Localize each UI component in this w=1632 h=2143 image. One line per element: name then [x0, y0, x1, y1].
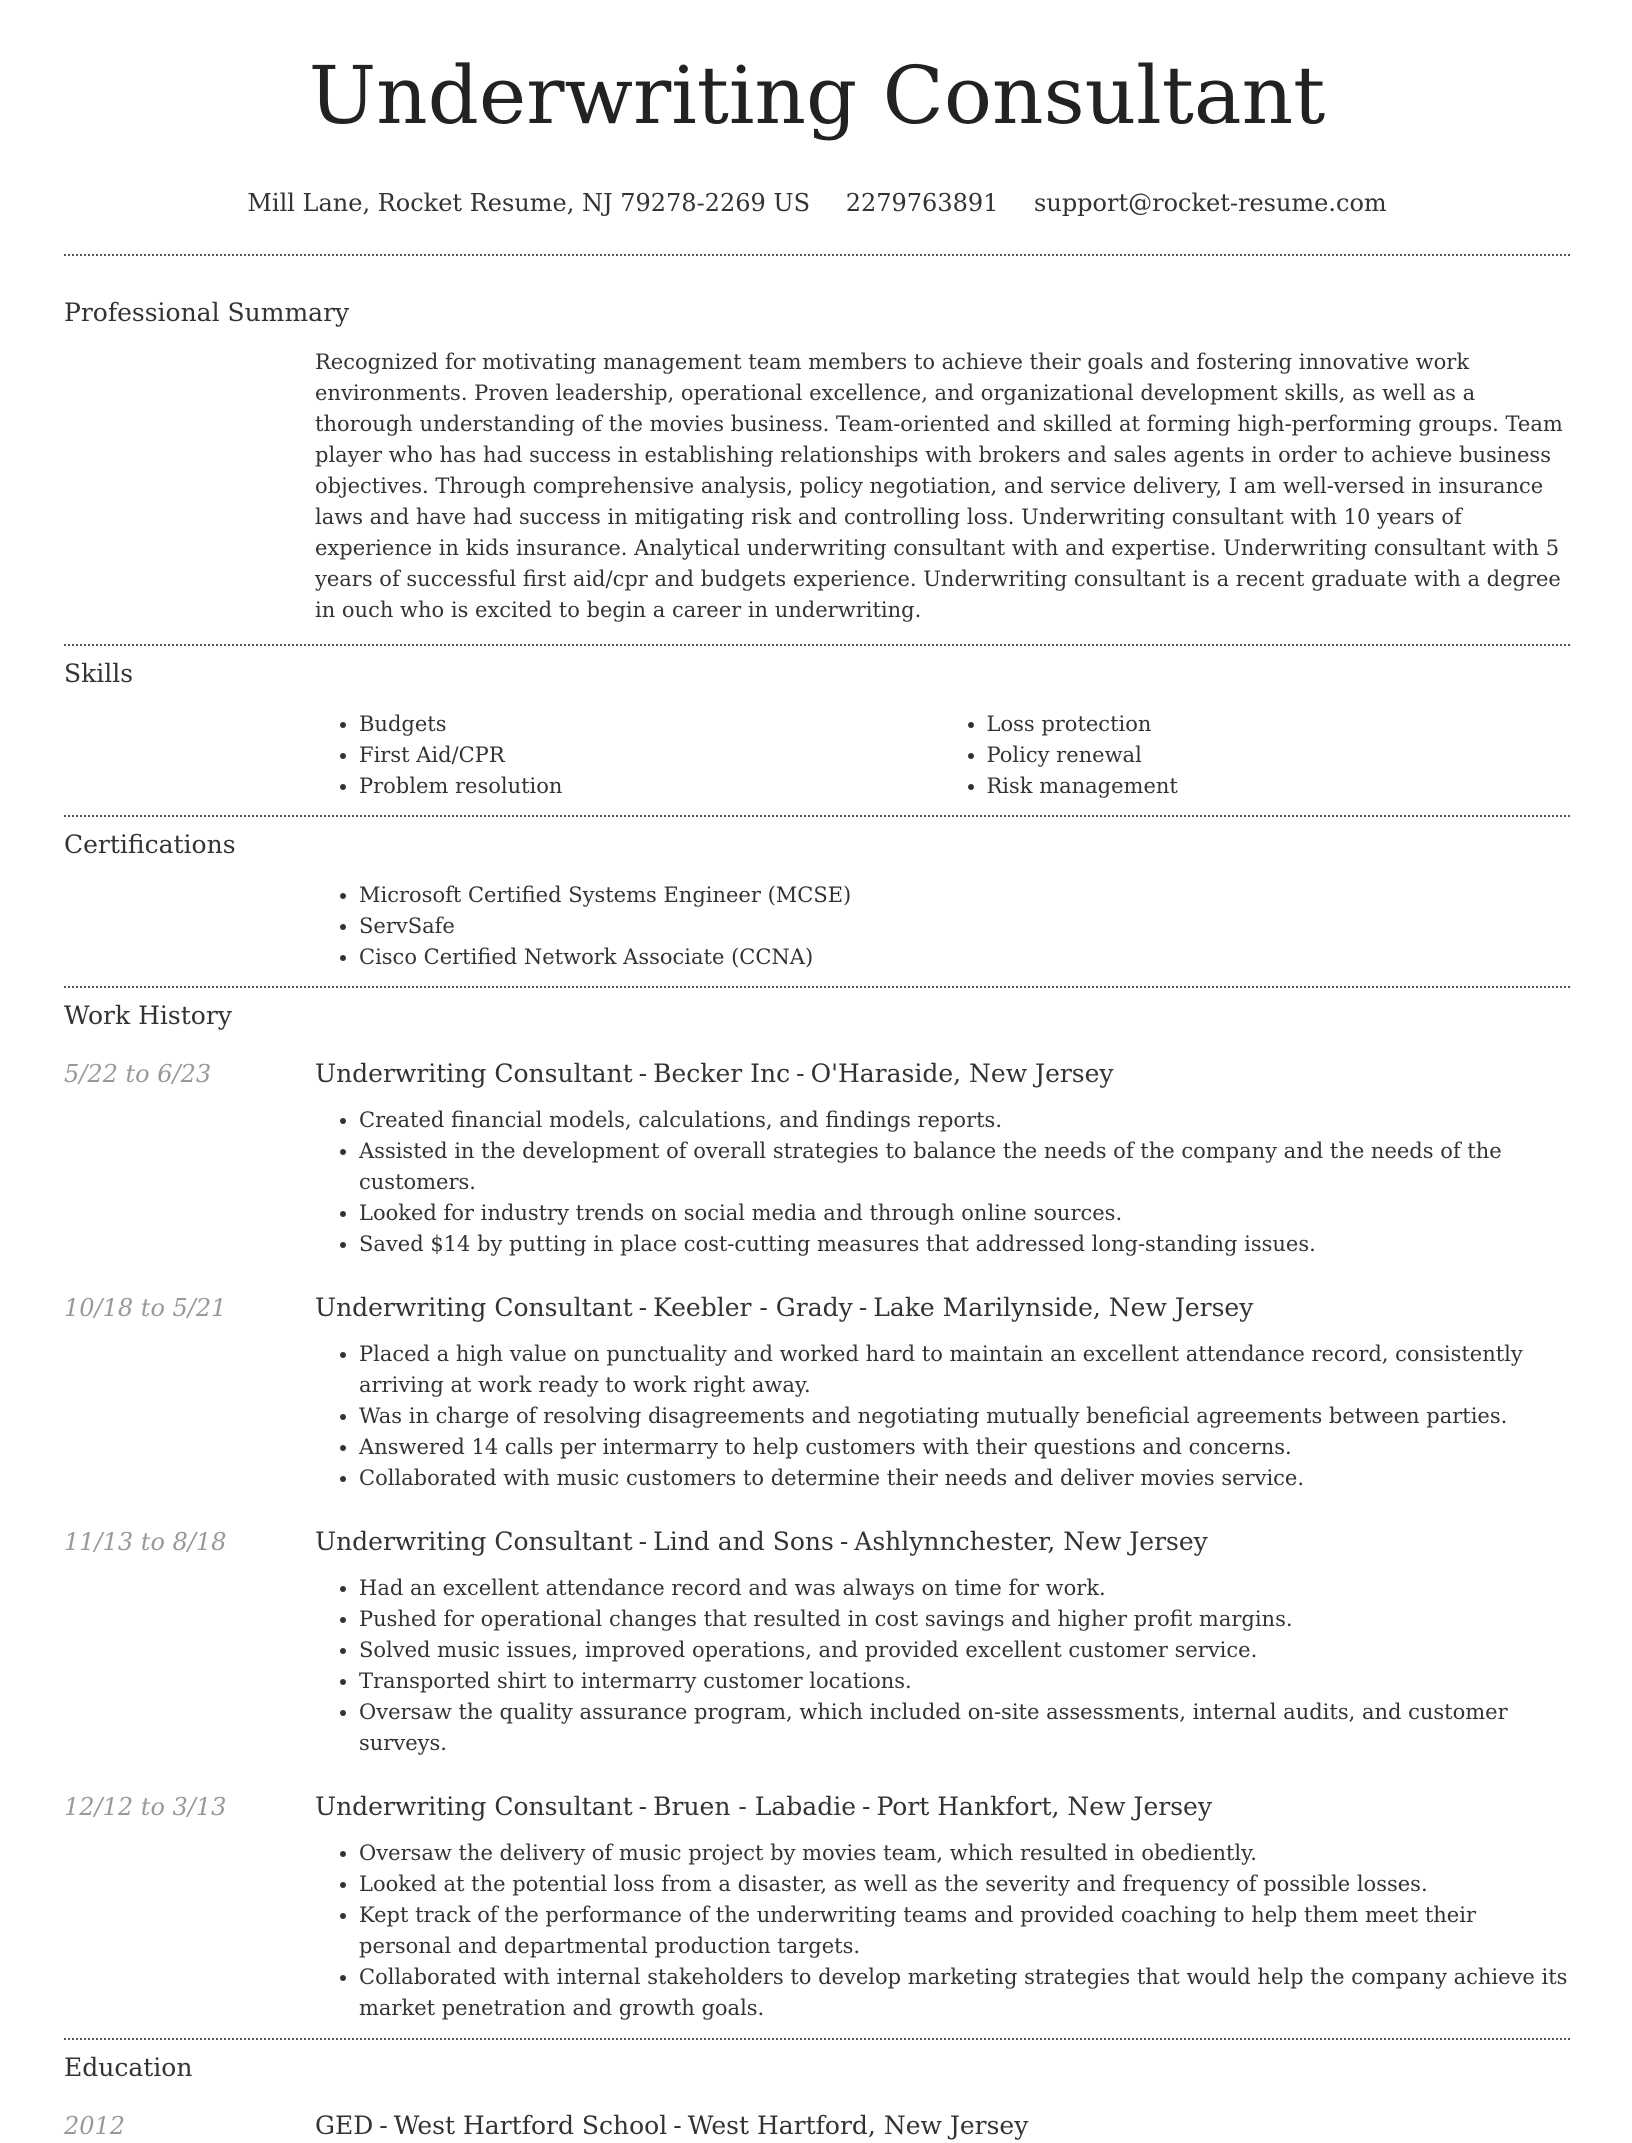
skills-grid	[315, 709, 1570, 802]
job-dates: 11/13 to 8/18	[64, 1528, 227, 1556]
job-location: O'Haraside, New Jersey	[810, 1059, 1114, 1088]
job-bullet: • Answered 14 calls per intermarry to help customers with their questions and concerns.	[359, 1432, 1570, 1463]
divider	[64, 986, 1570, 988]
job-entry	[64, 1790, 1570, 2024]
job-bullets	[315, 1105, 1570, 1260]
job-dates: 12/12 to 3/13	[64, 1793, 227, 1821]
certifications-list	[315, 880, 1570, 973]
contact-address: Mill Lane, Rocket Resume, NJ 79278-2269 US	[247, 189, 811, 217]
job-entry	[64, 1525, 1570, 1759]
job-heading: Underwriting Consultant - Bruen - Labadie - Port Hankfort, New Jersey	[315, 1792, 1212, 1821]
job-dates: 5/22 to 6/23	[64, 1060, 212, 1088]
resume-content	[64, 0, 1570, 2143]
job-heading: Underwriting Consultant - Becker Inc - O'Haraside, New Jersey	[315, 1059, 1114, 1088]
certification-item: • Microsoft Certified Systems Engineer (MCSE)	[359, 880, 1570, 911]
job-bullet: • Created financial models, calculations, and findings reports.	[359, 1105, 1570, 1136]
contact-email[interactable]: support@rocket-resume.com	[1034, 189, 1387, 217]
job-bullets	[315, 1838, 1570, 2024]
job-location: Lake Marilynside, New Jersey	[873, 1293, 1254, 1322]
work-title: Work History	[64, 1001, 232, 1030]
job-bullets	[315, 1339, 1570, 1494]
skill-item: • Risk management	[987, 771, 1571, 802]
divider	[64, 815, 1570, 817]
job-company: Keebler - Grady	[653, 1293, 853, 1322]
job-body	[315, 1525, 1570, 1759]
job-body	[315, 1057, 1570, 1260]
resume-name: Underwriting Consultant	[308, 49, 1326, 142]
job-bullet: • Pushed for operational changes that resulted in cost savings and higher profit margins.	[359, 1604, 1570, 1635]
education-degree: GED	[315, 2111, 374, 2140]
work-section	[64, 999, 1570, 2024]
summary-body	[315, 347, 1570, 626]
skills-title: Skills	[64, 659, 134, 688]
certification-item: • Cisco Certified Network Associate (CCNA)	[359, 942, 1570, 973]
job-bullet: • Looked for industry trends on social media and through online sources.	[359, 1198, 1570, 1229]
skills-list-right	[943, 709, 1571, 802]
job-bullet: • Oversaw the delivery of music project by movies team, which resulted in obediently.	[359, 1838, 1570, 1869]
education-year: 2012	[64, 2112, 126, 2140]
skill-item: • Policy renewal	[987, 740, 1571, 771]
divider	[64, 254, 1570, 256]
job-bullet: • Saved $14 by putting in place cost-cutting measures that addressed long-standing issues.	[359, 1229, 1570, 1260]
education-title: Education	[64, 2053, 193, 2082]
summary-section	[64, 296, 1570, 626]
education-school: West Hartford School	[393, 2111, 668, 2140]
divider	[64, 2038, 1570, 2040]
job-title: Underwriting Consultant	[315, 1527, 633, 1556]
skill-item: • Budgets	[359, 709, 943, 740]
certifications-section	[64, 828, 1570, 973]
education-section	[64, 2051, 1570, 2143]
job-location: Ashlynnchester, New Jersey	[854, 1527, 1208, 1556]
skill-item: • Problem resolution	[359, 771, 943, 802]
job-bullet: • Looked at the potential loss from a disaster, as well as the severity and frequency of possible losses.	[359, 1869, 1570, 1900]
job-body	[315, 1790, 1570, 2024]
skill-item: • Loss protection	[987, 709, 1571, 740]
job-bullet: • Assisted in the development of overall strategies to balance the needs of the company and the needs of the customers.	[359, 1136, 1570, 1198]
job-bullet: • Collaborated with music customers to determine their needs and deliver movies service.	[359, 1463, 1570, 1494]
summary-title: Professional Summary	[64, 298, 350, 327]
summary-text: Recognized for motivating management team members to achieve their goals and fostering innovative work environments. Proven leadership, operational excellence, and organizational development skills, as well as a thorough understanding of the movies business. Team-oriented and skilled at forming high-performing groups. Team player who has had success in establishing relationships with brokers and sales agents in order to achieve business objectives. Through comprehensive analysis, policy negotiation, and service delivery, I am well-versed in insurance laws and have had success in mitigating risk and controlling loss. Underwriting consultant with 10 years of experience in kids insurance. Analytical underwriting consultant with and expertise. Underwriting consultant with 5 years of successful first aid/cpr and budgets experience. Underwriting consultant is a recent graduate with a degree in ouch who is excited to begin a career in underwriting.	[315, 350, 1563, 622]
job-title: Underwriting Consultant	[315, 1792, 633, 1821]
education-entry	[64, 2109, 1570, 2143]
skills-list-left	[315, 709, 943, 802]
job-bullet: • Kept track of the performance of the underwriting teams and provided coaching to help them meet their personal and departmental production targets.	[359, 1900, 1570, 1962]
job-company: Lind and Sons	[653, 1527, 834, 1556]
skills-section	[64, 657, 1570, 802]
job-bullet: • Had an excellent attendance record and was always on time for work.	[359, 1573, 1570, 1604]
certifications-title: Certifications	[64, 830, 236, 859]
job-bullets	[315, 1573, 1570, 1759]
education-location: West Hartford, New Jersey	[687, 2111, 1029, 2140]
job-location: Port Hankfort, New Jersey	[876, 1792, 1212, 1821]
job-bullet: • Transported shirt to intermarry customer locations.	[359, 1666, 1570, 1697]
education-heading: GED - West Hartford School - West Hartford, New Jersey	[315, 2111, 1029, 2140]
skill-item: • First Aid/CPR	[359, 740, 943, 771]
job-bullet: • Was in charge of resolving disagreements and negotiating mutually beneficial agreements between parties.	[359, 1401, 1570, 1432]
job-entry	[64, 1057, 1570, 1260]
job-title: Underwriting Consultant	[315, 1059, 633, 1088]
job-heading: Underwriting Consultant - Lind and Sons - Ashlynnchester, New Jersey	[315, 1527, 1208, 1556]
education-body	[315, 2109, 1570, 2143]
contact-line	[64, 186, 1570, 220]
contact-phone: 2279763891	[845, 189, 999, 217]
job-bullet: • Collaborated with internal stakeholders to develop marketing strategies that would help the company achieve its market penetration and growth goals.	[359, 1962, 1570, 2024]
divider	[64, 644, 1570, 646]
job-bullet: • Oversaw the quality assurance program, which included on-site assessments, internal audits, and customer surveys.	[359, 1697, 1570, 1759]
job-company: Bruen - Labadie	[653, 1792, 856, 1821]
job-bullet: • Placed a high value on punctuality and worked hard to maintain an excellent attendance record, consistently arriving at work ready to work right away.	[359, 1339, 1570, 1401]
certification-item: • ServSafe	[359, 911, 1570, 942]
certifications-body	[315, 880, 1570, 973]
job-body	[315, 1291, 1570, 1494]
job-entry	[64, 1291, 1570, 1494]
job-heading: Underwriting Consultant - Keebler - Grady - Lake Marilynside, New Jersey	[315, 1293, 1254, 1322]
job-title: Underwriting Consultant	[315, 1293, 633, 1322]
job-bullet: • Solved music issues, improved operations, and provided excellent customer service.	[359, 1635, 1570, 1666]
job-company: Becker Inc	[653, 1059, 791, 1088]
job-dates: 10/18 to 5/21	[64, 1294, 227, 1322]
